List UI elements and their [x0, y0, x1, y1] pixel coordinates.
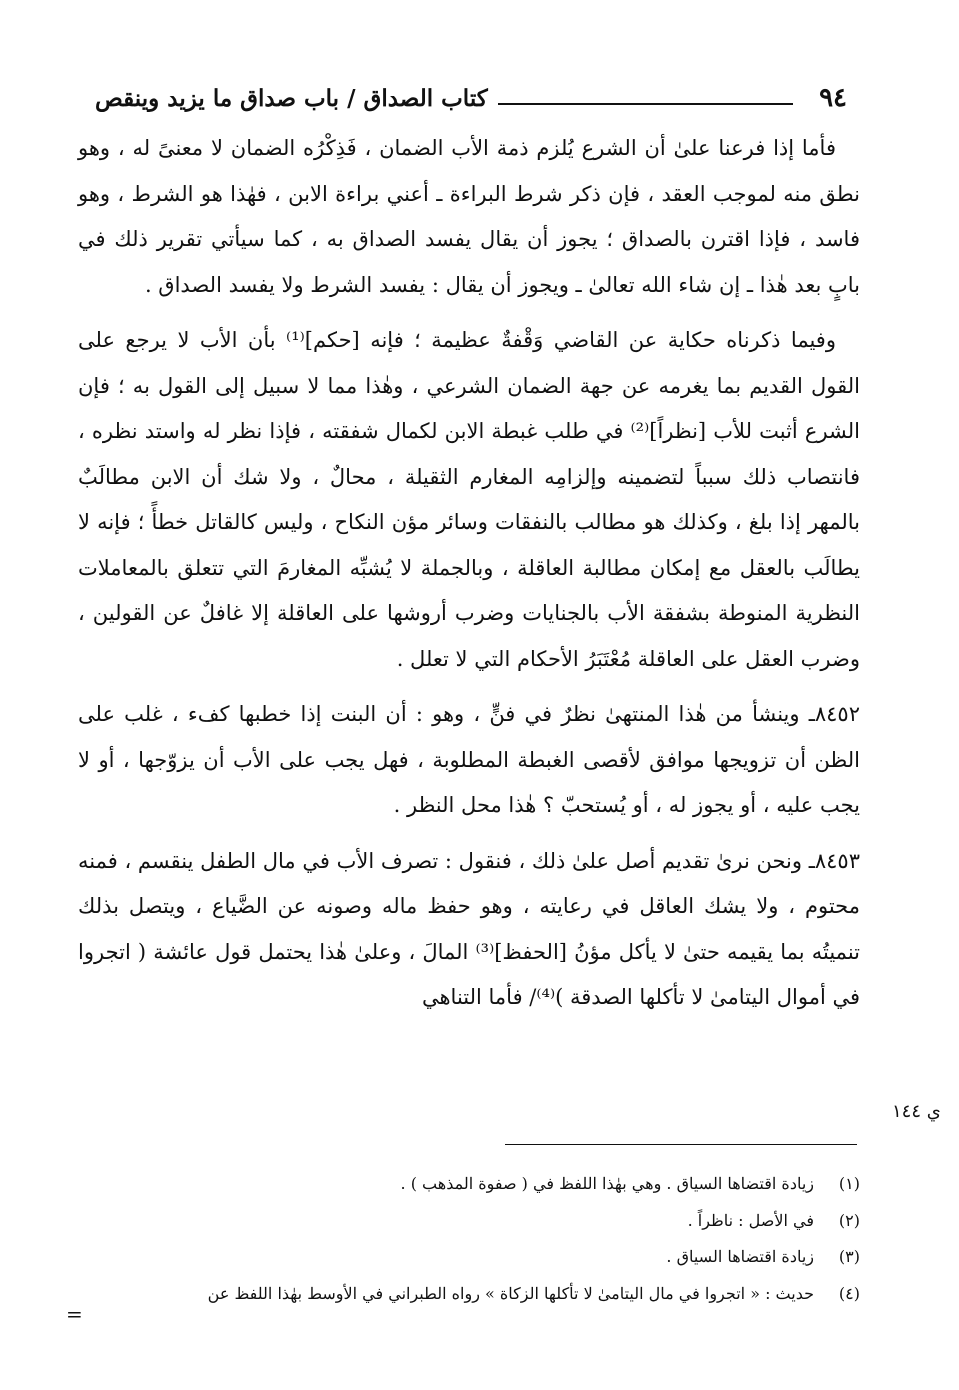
continuation-mark: =	[66, 1302, 83, 1326]
page-header	[95, 80, 847, 116]
paragraph-8453: ٨٤٥٣ـ ونحن نرىٰ تقديم أصل علىٰ ذلك ، فنقول : تصرف الأب في مال الطفل ينقسم ، فمنه محتوم ، ولا يشك العاقل في رعايته ، وهو حفظ ماله وصونه عن الضَّياع ، ويتصل بذلك تنميتُه بما يقيمه حتىٰ لا يأكل مؤنُ [الحفظ]⁽³⁾ المالَ ، وعلىٰ هٰذا يحتمل قول عائشة ( اتجروا في أموال اليتامىٰ لا تأكلها الصدقة )⁽⁴⁾/ فأما التناهي	[78, 848, 860, 1009]
footnote-number: (١)	[838, 1174, 860, 1193]
footnotes	[70, 1166, 860, 1312]
paragraph-8452: ٨٤٥٢ـ وينشأ من هٰذا المنتهىٰ نظرٌ في فنٍّ ، وهو : أن البنت إذا خطبها كفء ، غلب على الظن أن تزويجها موافق لأقصى الغبطة المطلوبة ، فهل يجب على الأب أن يزوّجها ، أو لا يجب عليه ، أو يجوز له ، أو يُستحبّ ؟ هٰذا محل النظر .	[78, 702, 860, 817]
manuscript-page-marker: ي ١٤٤	[892, 1101, 941, 1122]
main-text	[78, 126, 860, 1031]
paragraph: فأما إذا فرعنا علىٰ أن الشرع يُلزم ذمة الأب الضمان ، فَذِكْرُه الضمان لا معنىً له ، وهو نطق منه لموجب العقد ، فإن ذكر شرط البراءة ـ أعني براءة الابن ، فهٰذا هو الشرط ، وهو فاسد ، فإذا اقترن بالصداق ؛ يجوز أن يقال يفسد الصداق به ، كما سيأتي تقرير ذلك في بابٍ بعد هٰذا ـ إن شاء الله تعالىٰ ـ ويجوز أن يقال : يفسد الشرط ولا يفسد الصداق .	[78, 136, 860, 297]
page-number: ٩٤	[819, 83, 847, 113]
header-rule	[498, 103, 793, 105]
footnote-text: حديث : « اتجروا في مال اليتامىٰ لا تأكلها الزكاة » رواه الطبراني في الأوسط بهٰذا اللفظ عن	[207, 1283, 814, 1303]
footnote-number: (٣)	[838, 1247, 860, 1266]
footnote-divider	[505, 1144, 857, 1145]
footnote	[70, 1166, 860, 1203]
footnote	[70, 1276, 860, 1313]
footnote	[70, 1239, 860, 1276]
footnote-number: (٤)	[838, 1283, 860, 1303]
footnote-number: (٢)	[838, 1210, 860, 1230]
footnote-text: زيادة اقتضاها السياق .	[666, 1247, 814, 1266]
footnote	[70, 1203, 860, 1240]
footnote-text: زيادة اقتضاها السياق . وهي بهٰذا اللفظ في ( صفوة المذهب ) .	[400, 1174, 814, 1193]
running-title: كتاب الصداق / باب صداق ما يزيد وينقص	[95, 84, 488, 112]
footnote-text: في الأصل : ناظراً .	[687, 1210, 814, 1230]
paragraph: وفيما ذكرناه حكاية عن القاضي وَقْفةٌ عظيمة ؛ فإنه [حكم]⁽¹⁾ بأن الأب لا يرجع على القول القديم بما يغرمه عن جهة الضمان الشرعي ، وهٰذا مما لا سبيل إلى القول به ؛ فإن الشرع أثبت للأب [نظراً]⁽²⁾ في طلب غبطة الابن لكمال شفقته ، فإذا نظر له واستد نظره ، فانتصاب ذلك سبباً لتضمينه وإلزامِه المغارم الثقيلة ، محالٌ ، ولا شك أن الابن مطالَبٌ بالمهر إذا بلغ ، وكذلك هو مطالب بالنفقات وسائر مؤن النكاح ، وليس كالقاتل خطأً ؛ فإنه لا يطالَب بالعقل مع إمكان مطالبة العاقلة ، وبالجملة لا يُشبِّه المغارمَ التي تتعلق بالمعاملات النظرية المنوطة بشفقة الأب بالجنايات وضرب أروشها على العاقلة إلا غافلٌ عن القولين ، وضرب العقل على العاقلة مُعْتَبَرُ الأحكام التي لا تعلل .	[78, 328, 860, 671]
